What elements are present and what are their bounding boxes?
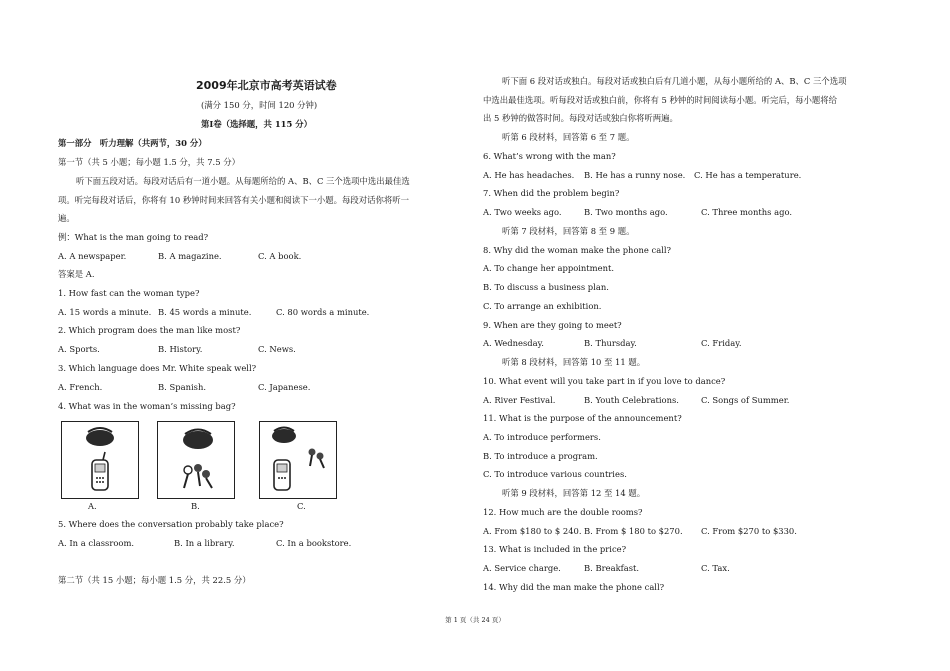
question-1: 1. How fast can the woman type? — [58, 288, 200, 298]
q4-option-a: A. — [88, 501, 97, 511]
q10-option-b: B. Youth Celebrations. — [584, 395, 679, 405]
q13-option-a: A. Service charge. — [483, 563, 561, 573]
instruction-line: 听下面五段对话。每段对话后有一道小题。从每题所给的 A、B、C 三个选项中选出最佳选 — [76, 176, 410, 186]
question-11: 11. What is the purpose of the announcement? — [483, 413, 682, 423]
purse-and-phone-icon — [62, 422, 138, 498]
example-answer: 答案是 A. — [58, 269, 95, 279]
question-8: 8. Why did the woman make the phone call? — [483, 245, 672, 255]
example-question: 例：What is the man going to read? — [58, 232, 209, 242]
q2-option-c: C. News. — [258, 344, 296, 354]
q6-option-b: B. He has a runny nose. — [584, 170, 686, 180]
q1-option-a: A. 15 words a minute. — [58, 307, 152, 317]
section2-heading: 第二节（共 15 小题；每小题 1.5 分，共 22.5 分） — [58, 575, 251, 585]
volume-heading: 第Ⅰ卷（选择题，共 115 分） — [201, 119, 312, 129]
question-13: 13. What is included in the price? — [483, 544, 627, 554]
q5-option-a: A. In a classroom. — [58, 538, 135, 548]
picture-option-a — [61, 421, 139, 499]
q6-option-c: C. He has a temperature. — [694, 170, 802, 180]
q5-option-c: C. In a bookstore. — [276, 538, 352, 548]
q12-option-c: C. From $270 to $330. — [701, 526, 797, 536]
q2-option-b: B. History. — [158, 344, 203, 354]
q7-option-c: C. Three months ago. — [701, 207, 792, 217]
q7-option-a: A. Two weeks ago. — [483, 207, 562, 217]
exam-title: 2009年北京市高考英语试卷 — [196, 79, 337, 92]
q7-option-b: B. Two months ago. — [584, 207, 668, 217]
q9-option-b: B. Thursday. — [584, 338, 637, 348]
question-9: 9. When are they going to meet? — [483, 320, 622, 330]
question-5: 5. Where does the conversation probably take place? — [58, 519, 284, 529]
instruction-line: 听下面 6 段对话或独白。每段对话或独白后有几道小题，从每小题所给的 A、B、C 三个选项 — [502, 76, 847, 86]
purse-and-keys-icon — [158, 422, 234, 498]
q12-option-b: B. From $ 180 to $270. — [584, 526, 683, 536]
instruction-line: 项。听完每段对话后，你将有 10 秒钟时间来回答有关小题和阅读下一小题。每段对话你将听一 — [58, 195, 409, 205]
question-14: 14. Why did the man make the phone call? — [483, 582, 665, 592]
q3-option-b: B. Spanish. — [158, 382, 206, 392]
question-2: 2. Which program does the man like most? — [58, 325, 241, 335]
q11-option-a: A. To introduce performers. — [483, 432, 601, 442]
question-3: 3. Which language does Mr. White speak well? — [58, 363, 257, 373]
material-heading: 听第 6 段材料，回答第 6 至 7 题。 — [502, 132, 635, 142]
example-option-a: A. A newspaper. — [58, 251, 127, 261]
example-option-c: C. A book. — [258, 251, 302, 261]
q6-option-a: A. He has headaches. — [483, 170, 575, 180]
q8-option-a: A. To change her appointment. — [483, 263, 614, 273]
q1-option-c: C. 80 words a minute. — [276, 307, 370, 317]
material-heading: 听第 7 段材料，回答第 8 至 9 题。 — [502, 226, 635, 236]
q13-option-c: C. Tax. — [701, 563, 730, 573]
q11-option-c: C. To introduce various countries. — [483, 469, 627, 479]
q12-option-a: A. From $180 to $ 240. — [483, 526, 582, 536]
page-number: 第 1 页（共 24 页） — [445, 616, 505, 624]
picture-option-b — [157, 421, 235, 499]
q2-option-a: A. Sports. — [58, 344, 100, 354]
question-12: 12. How much are the double rooms? — [483, 507, 643, 517]
instruction-line: 中选出最佳选项。听每段对话或独白前，你将有 5 秒钟的时间阅读每小题。听完后，每小题将给 — [483, 95, 838, 105]
q10-option-c: C. Songs of Summer. — [701, 395, 790, 405]
q5-option-b: B. In a library. — [174, 538, 235, 548]
material-heading: 听第 8 段材料，回答第 10 至 11 题。 — [502, 357, 646, 367]
q4-option-b: B. — [191, 501, 200, 511]
material-heading: 听第 9 段材料，回答第 12 至 14 题。 — [502, 488, 646, 498]
question-10: 10. What event will you take part in if you love to dance? — [483, 376, 726, 386]
q11-option-b: B. To introduce a program. — [483, 451, 598, 461]
q8-option-c: C. To arrange an exhibition. — [483, 301, 602, 311]
part1-heading: 第一部分 听力理解（共两节，30 分） — [58, 138, 207, 148]
exam-subtitle: (满分 150 分，时间 120 分钟) — [201, 100, 318, 110]
q9-option-c: C. Friday. — [701, 338, 742, 348]
question-6: 6. What’s wrong with the man? — [483, 151, 616, 161]
example-option-b: B. A magazine. — [158, 251, 222, 261]
instruction-line: 出 5 秒钟的做答时间。每段对话或独白你将听两遍。 — [483, 113, 678, 123]
q1-option-b: B. 45 words a minute. — [158, 307, 252, 317]
q9-option-a: A. Wednesday. — [483, 338, 544, 348]
picture-option-c — [259, 421, 337, 499]
q10-option-a: A. River Festival. — [483, 395, 556, 405]
q4-option-c: C. — [297, 501, 306, 511]
q8-option-b: B. To discuss a business plan. — [483, 282, 609, 292]
q3-option-c: C. Japanese. — [258, 382, 311, 392]
question-4: 4. What was in the woman’s missing bag? — [58, 401, 236, 411]
q3-option-a: A. French. — [58, 382, 103, 392]
section1-heading: 第一节（共 5 小题；每小题 1.5 分，共 7.5 分） — [58, 157, 240, 167]
question-7: 7. When did the problem begin? — [483, 188, 620, 198]
instruction-line: 遍。 — [58, 213, 75, 223]
purse-keys-phone-icon — [260, 422, 336, 498]
q13-option-b: B. Breakfast. — [584, 563, 640, 573]
